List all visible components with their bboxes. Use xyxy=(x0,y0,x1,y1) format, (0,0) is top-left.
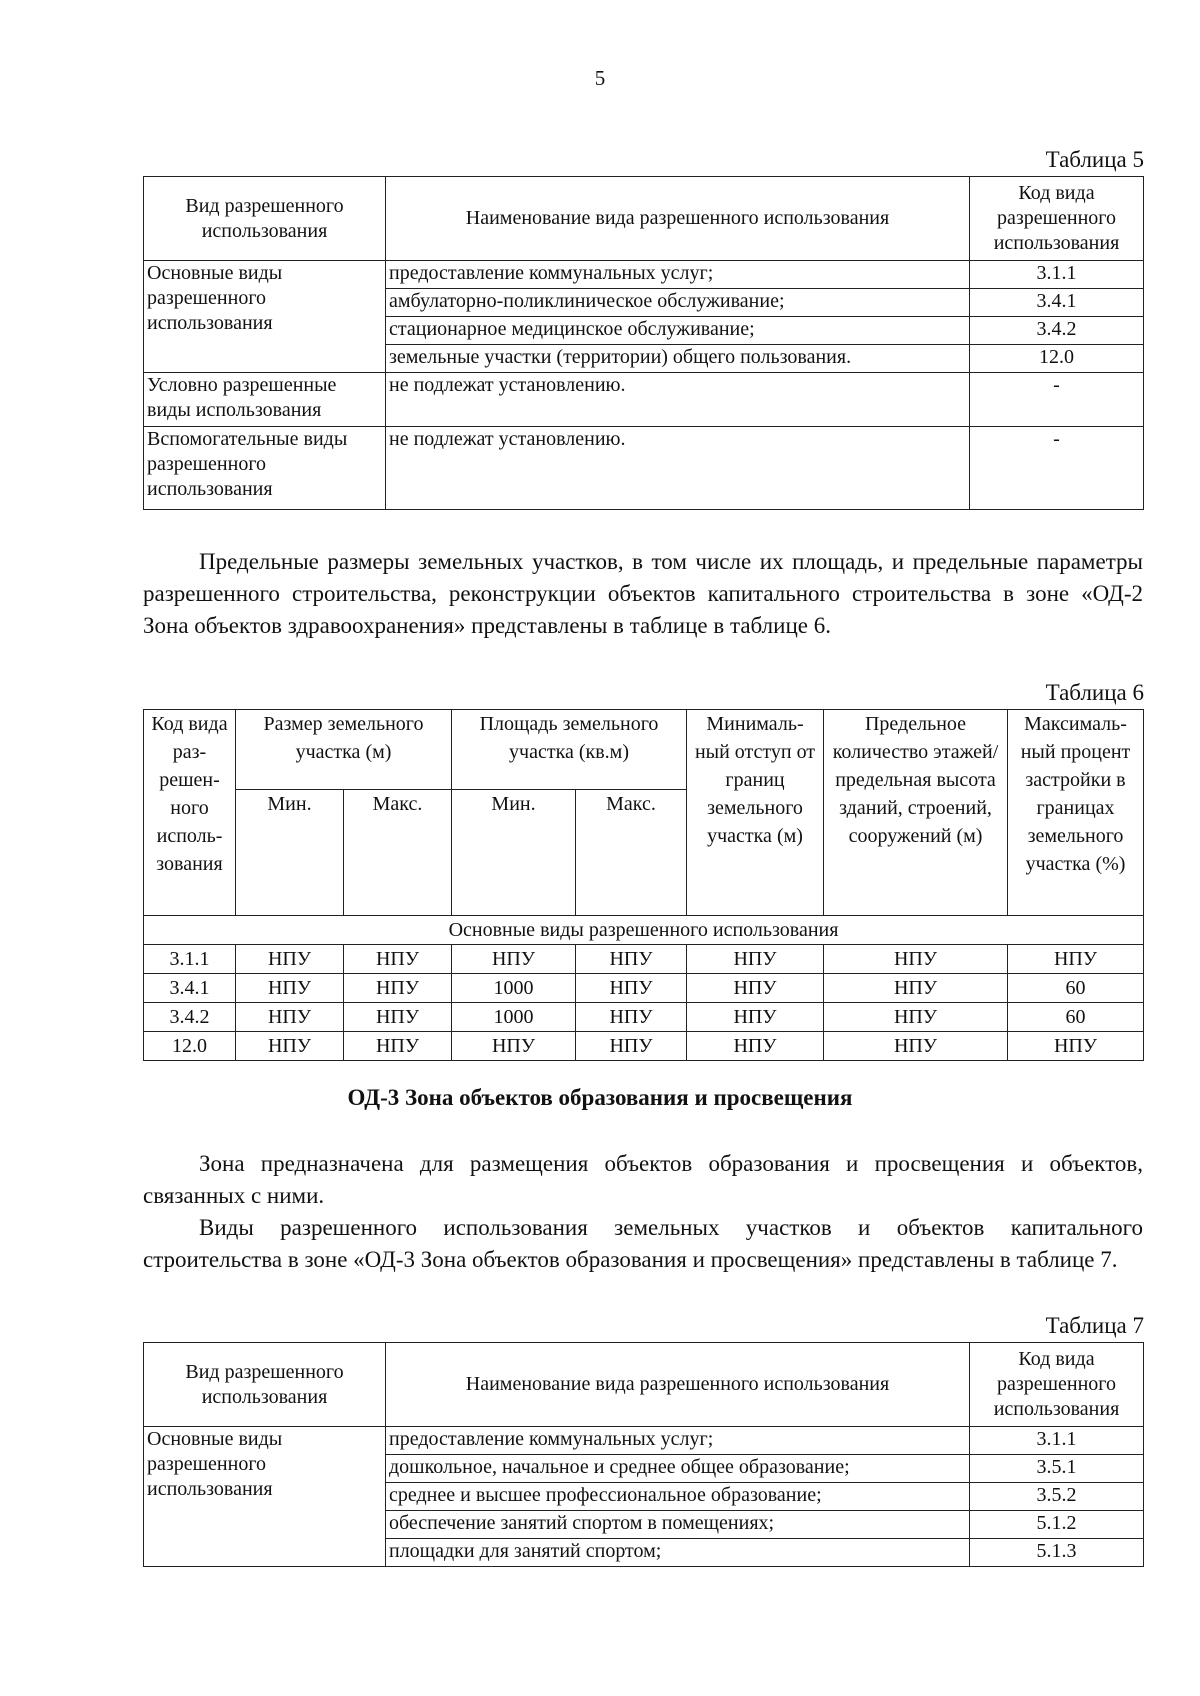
table-row xyxy=(144,261,1144,289)
table7-cell-code: 5.1.3 xyxy=(970,1539,1144,1567)
table6-cell: 3.1.1 xyxy=(144,945,236,974)
table7-cell-code: 3.5.1 xyxy=(970,1455,1144,1483)
table5-header-name: Наименование вида разрешенного использования xyxy=(386,177,970,261)
table5-group-type: Вспомогательные виды разрешенного использования xyxy=(144,427,386,510)
table7-cell-code: 5.1.2 xyxy=(970,1511,1144,1539)
page-number: 5 xyxy=(594,66,606,90)
table5-group-type: Основные виды разрешенного использования xyxy=(144,261,386,373)
table5-header-type: Вид разрешенного использования xyxy=(144,177,386,261)
table6-header-plot-size: Размер земельного участка (м) xyxy=(236,710,452,790)
table6 xyxy=(143,709,1144,1061)
table5-cell-code: 12.0 xyxy=(970,345,1144,373)
table5 xyxy=(143,176,1144,510)
table5-cell-name: предоставление коммунальных услуг; xyxy=(386,261,970,289)
table6-cell: 12.0 xyxy=(144,1032,236,1061)
table6-cell: НПУ xyxy=(687,945,824,974)
table6-section-label: Основные виды разрешенного использования xyxy=(144,916,1144,945)
table6-cell: 1000 xyxy=(452,1003,576,1032)
table5-cell-name: амбулаторно-поликлиническое обслуживание; xyxy=(386,289,970,317)
table6-header-code: Код вида раз-решен-ного исполь-зования xyxy=(144,710,236,916)
table5-header-row xyxy=(144,177,1144,261)
table6-cell: НПУ xyxy=(236,1003,344,1032)
table6-cell: НПУ xyxy=(344,1032,452,1061)
table-row xyxy=(144,373,1144,427)
table6-section-row xyxy=(144,916,1144,945)
table7-header-row xyxy=(144,1343,1144,1427)
table7-header-code: Код вида разрешенного использования xyxy=(970,1343,1144,1427)
table7-header-name: Наименование вида разрешенного использования xyxy=(386,1343,970,1427)
table6-header-plot-area: Площадь земельного участка (кв.м) xyxy=(452,710,687,790)
table5-cell-name: земельные участки (территории) общего пользования. xyxy=(386,345,970,373)
table6-cell: НПУ xyxy=(344,945,452,974)
table6-cell: НПУ xyxy=(576,945,687,974)
table-row xyxy=(144,974,1144,1003)
table7-cell-name: предоставление коммунальных услуг; xyxy=(386,1427,970,1455)
table7-cell-code: 3.1.1 xyxy=(970,1427,1144,1455)
table5-group-type: Условно разрешенные виды использования xyxy=(144,373,386,427)
table5-cell-name: не подлежат установлению. xyxy=(386,427,970,510)
table6-cell: НПУ xyxy=(576,974,687,1003)
table6-cell: НПУ xyxy=(687,1032,824,1061)
table5-caption: Таблица 5 xyxy=(1045,147,1144,172)
table6-caption: Таблица 6 xyxy=(1045,680,1144,705)
table6-cell: НПУ xyxy=(824,945,1008,974)
table7 xyxy=(143,1342,1144,1567)
table6-cell: НПУ xyxy=(687,1003,824,1032)
table7-group-type: Основные виды разрешенного использования xyxy=(144,1427,386,1567)
table5-cell-code: 3.1.1 xyxy=(970,261,1144,289)
table6-cell: НПУ xyxy=(824,1032,1008,1061)
table6-cell: НПУ xyxy=(824,974,1008,1003)
table6-cell: НПУ xyxy=(236,945,344,974)
table6-cell: НПУ xyxy=(452,1032,576,1061)
paragraph-purpose-text: Зона предназначена для размещения объектов образования и просвещения и объектов, связанных с ними. xyxy=(143,1151,1143,1208)
table-row xyxy=(144,1003,1144,1032)
table7-cell-name: обеспечение занятий спортом в помещениях; xyxy=(386,1511,970,1539)
table-row xyxy=(144,1032,1144,1061)
table7-caption: Таблица 7 xyxy=(1045,1313,1144,1338)
table6-header-size-min: Мин. xyxy=(236,790,344,916)
table6-header-floors: Предельное количество этажей/ предельная высота зданий, строений, сооружений (м) xyxy=(824,710,1008,916)
table6-cell: НПУ xyxy=(452,945,576,974)
table6-cell: НПУ xyxy=(236,1032,344,1061)
table6-header-area-max: Макс. xyxy=(576,790,687,916)
table6-cell: 1000 xyxy=(452,974,576,1003)
table-row xyxy=(144,427,1144,510)
table6-cell: 3.4.1 xyxy=(144,974,236,1003)
table6-cell: НПУ xyxy=(344,1003,452,1032)
paragraph-purpose xyxy=(143,1148,1143,1212)
table5-cell-name: не подлежат установлению. xyxy=(386,373,970,427)
table6-cell: НПУ xyxy=(824,1003,1008,1032)
table6-cell: 60 xyxy=(1008,1003,1144,1032)
table6-cell: НПУ xyxy=(576,1003,687,1032)
table6-cell: НПУ xyxy=(344,974,452,1003)
paragraph-uses-text: Виды разрешенного использования земельных участков и объектов капитального строительства в зоне «ОД-3 Зона объектов образования и просвещения» представлены в таблице 7. xyxy=(143,1215,1143,1272)
table5-cell-code: - xyxy=(970,373,1144,427)
table6-cell: 3.4.2 xyxy=(144,1003,236,1032)
table-row xyxy=(144,945,1144,974)
table5-header-code: Код вида разрешенного использования xyxy=(970,177,1144,261)
table6-cell: НПУ xyxy=(1008,945,1144,974)
table6-cell: НПУ xyxy=(236,974,344,1003)
table7-cell-code: 3.5.2 xyxy=(970,1483,1144,1511)
table5-cell-code: 3.4.1 xyxy=(970,289,1144,317)
table6-cell: НПУ xyxy=(576,1032,687,1061)
table6-cell: НПУ xyxy=(687,974,824,1003)
table5-cell-code: 3.4.2 xyxy=(970,317,1144,345)
paragraph-limits xyxy=(143,546,1143,642)
paragraph-limits-text: Предельные размеры земельных участков, в том числе их площадь, и предельные параметры разрешенного строительства, реконструкции объектов капитального строительства в зоне «ОД-2 Зона объектов здравоохранения» представлены в таблице в таблице 6. xyxy=(143,549,1143,638)
table5-cell-name: стационарное медицинское обслуживание; xyxy=(386,317,970,345)
paragraph-uses xyxy=(143,1212,1143,1276)
table6-header-area-min: Мин. xyxy=(452,790,576,916)
table7-cell-name: дошкольное, начальное и среднее общее образование; xyxy=(386,1455,970,1483)
table6-header-row xyxy=(144,710,1144,790)
table7-cell-name: среднее и высшее профессиональное образование; xyxy=(386,1483,970,1511)
table6-header-size-max: Макс. xyxy=(344,790,452,916)
table7-header-type: Вид разрешенного использования xyxy=(144,1343,386,1427)
section-heading: ОД-3 Зона объектов образования и просвещения xyxy=(347,1085,853,1110)
table-row xyxy=(144,1427,1144,1455)
table7-cell-name: площадки для занятий спортом; xyxy=(386,1539,970,1567)
table6-header-coverage: Максималь-ный процент застройки в границах земельного участка (%) xyxy=(1008,710,1144,916)
table6-cell: 60 xyxy=(1008,974,1144,1003)
table5-cell-code: - xyxy=(970,427,1144,510)
table6-cell: НПУ xyxy=(1008,1032,1144,1061)
table6-header-setback: Минималь-ный отступ от границ земельного участка (м) xyxy=(687,710,824,916)
